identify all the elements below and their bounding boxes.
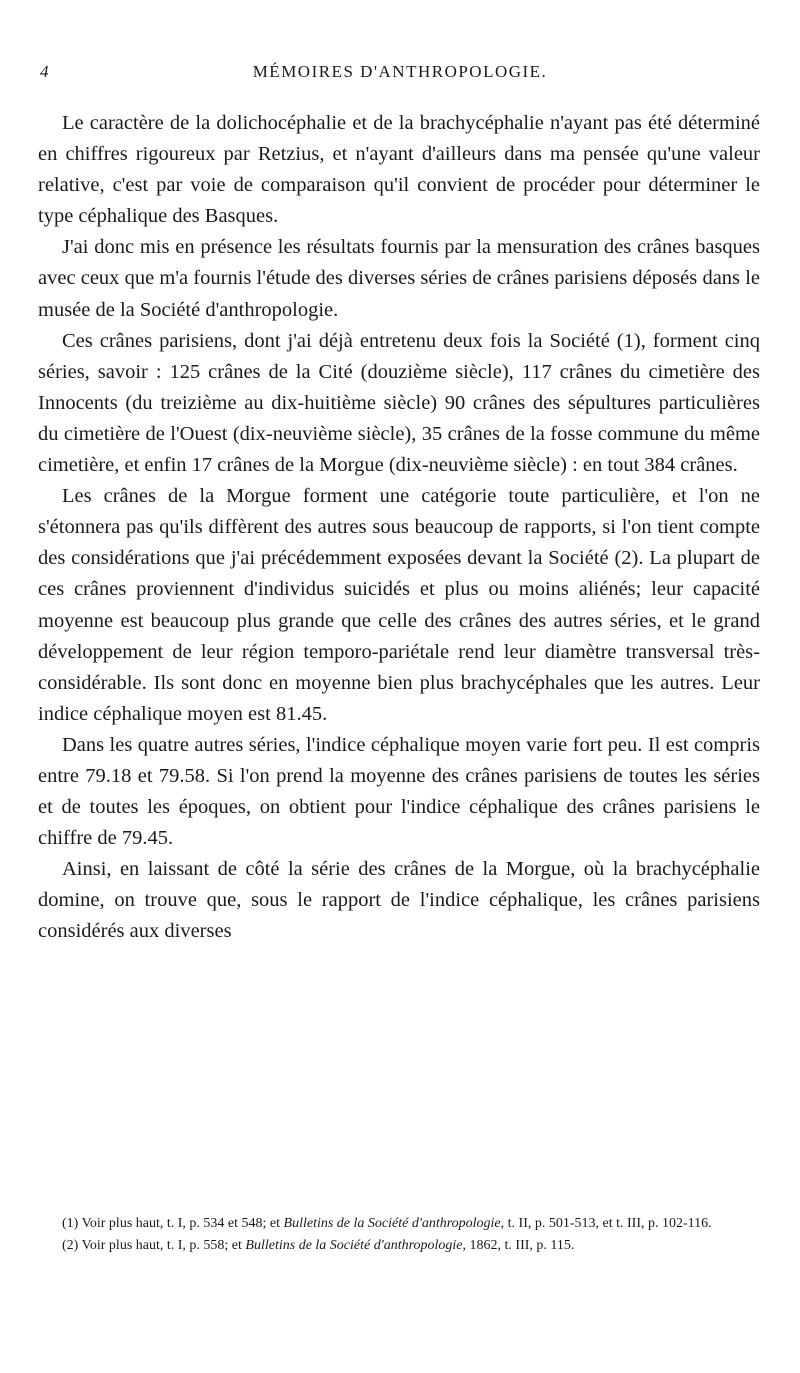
footnote-2-title: Bulletins de la Société d'anthropologie xyxy=(245,1238,463,1253)
page-number: 4 xyxy=(40,62,49,81)
running-title: MÉMOIRES D'ANTHROPOLOGIE. xyxy=(252,62,548,81)
footnote-1-title: Bulletins de la Société d'anthropologie xyxy=(283,1216,501,1231)
footnotes xyxy=(38,1213,760,1257)
running-head xyxy=(40,62,760,86)
footnote-2-text: (2) Voir plus haut, t. I, p. 558; et xyxy=(62,1238,246,1253)
paragraph-6: Ainsi, en laissant de côté la série des crânes de la Morgue, où la brachycéphalie domine, on trouve que, sous le rapport de l'indice céphalique, les crânes parisiens considérés aux diverses xyxy=(38,858,760,943)
footnote-2 xyxy=(38,1235,760,1257)
paragraph-5: Dans les quatre autres séries, l'indice céphalique moyen varie fort peu. Il est compris entre 79.18 et 79.58. Si l'on prend la moyenne des crânes parisiens de toutes les séries et de toutes les époques, on obtient pour l'indice céphalique des crânes parisiens le chiffre de 79.45. xyxy=(38,733,760,850)
body-text xyxy=(38,108,760,948)
paragraph-3: Ces crânes parisiens, dont j'ai déjà entretenu deux fois la Société (1), forment cinq séries, savoir : 125 crânes de la Cité (douzième siècle), 117 crânes du cimetière des Innocents (du treizième au dix-huitième siècle) 90 crânes des sépultures particulières du cimetière de l'Ouest (dix-neuvième siècle), 35 crânes de la fosse commune du même cimetière, et enfin 17 crânes de la Morgue (dix-neuvième siècle) : en tout 384 crânes. xyxy=(38,329,760,477)
footnote-1-ref: , t. II, p. 501-513, et t. III, p. 102-116. xyxy=(500,1216,712,1231)
paragraph-2: J'ai donc mis en présence les résultats fournis par la mensuration des crânes basques avec ceux que m'a fournis l'étude des diverses séries de crânes parisiens déposés dans le musée de la Société d'anthropologie. xyxy=(38,236,760,321)
footnote-1-text: (1) Voir plus haut, t. I, p. 534 et 548; et xyxy=(62,1216,284,1231)
paragraph-1: Le caractère de la dolichocéphalie et de la brachycéphalie n'ayant pas été déterminé en chiffres rigoureux par Retzius, et n'ayant d'ailleurs dans ma pensée qu'une valeur relative, c'est par voie de comparaison qu'il convient de procéder pour déterminer le type céphalique des Basques. xyxy=(38,112,760,228)
footnote-1 xyxy=(38,1213,760,1235)
paragraph-4: Les crânes de la Morgue forment une catégorie toute particulière, et l'on ne s'étonnera pas qu'ils diffèrent des autres sous beaucoup de rapports, si l'on tient compte des considérations que j'ai précédemment exposées devant la Société (2). La plupart de ces crânes proviennent d'individus suicidés et plus ou moins aliénés; leur capacité moyenne est beaucoup plus grande que celle des crânes des autres séries, et le grand développement de leur région temporo-pariétale rend leur diamètre transversal très-considérable. Ils sont donc en moyenne bien plus brachycéphales que les autres. Leur indice céphalique moyen est 81.45. xyxy=(38,485,760,725)
footnote-2-ref: , 1862, t. III, p. 115. xyxy=(462,1238,575,1253)
